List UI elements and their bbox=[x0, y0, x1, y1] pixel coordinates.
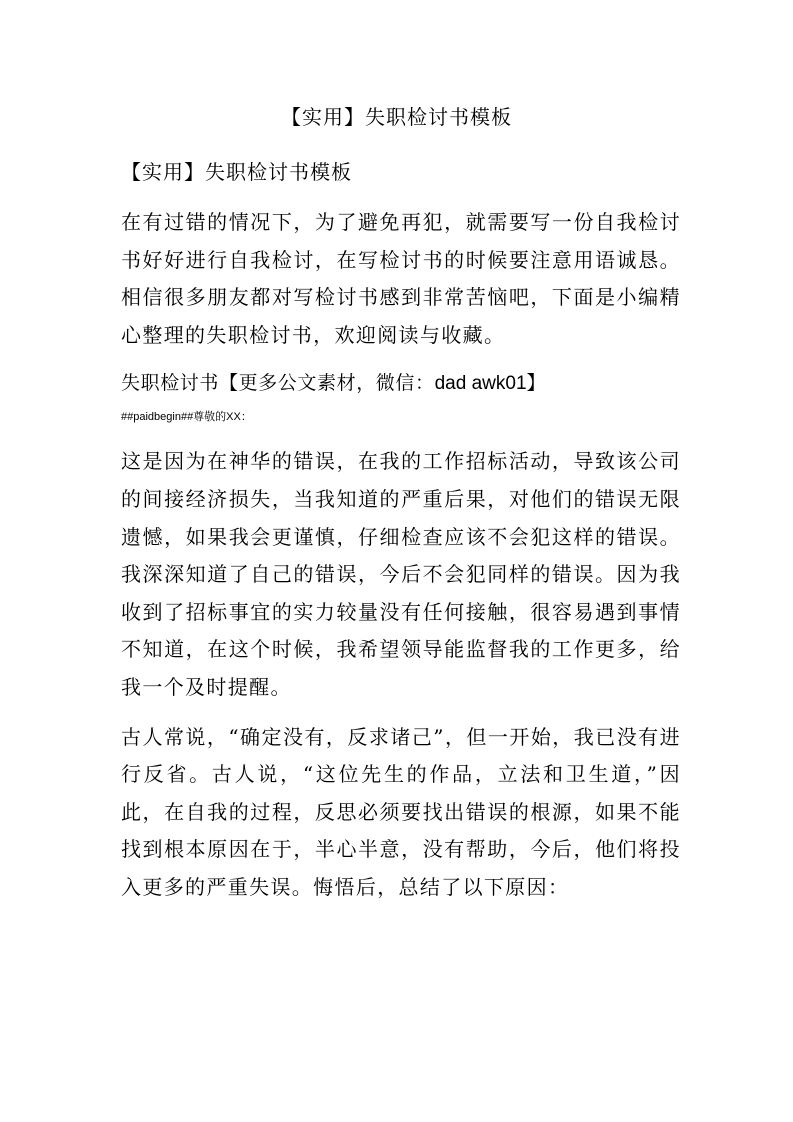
section-heading bbox=[121, 366, 681, 401]
body-paragraph-1: 这是因为在神华的错误，在我的工作招标活动，导致该公司的间接经济损失，当我知道的严重后果，对他们的错误无限遗憾，如果我会更谨慎，仔细检查应该不会犯这样的错误。我深深知道了自己的错误，今后不会犯同样的错误。因为我收到了招标事宜的实力较量没有任何接触，很容易遇到事情不知道，在这个时候，我希望领导能监督我的工作更多，给我一个及时提醒。 bbox=[121, 449, 681, 699]
document-body bbox=[121, 154, 681, 919]
section-heading-text: 失职检讨书【更多公文素材，微信： bbox=[121, 372, 435, 395]
section-heading-wechat-id: dad awk01 bbox=[434, 373, 527, 395]
intro-paragraph: 在有过错的情况下，为了避免再犯，就需要写一份自我检讨书好好进行自我检讨，在写检讨书的时候要注意用语诚恳。相信很多朋友都对写检讨书感到非常苦恼吧，下面是小编精心整理的失职检讨书，欢迎阅读与收藏。 bbox=[121, 210, 681, 347]
document-subtitle: 【实用】失职检讨书模板 bbox=[121, 160, 352, 184]
section-heading-end: 】 bbox=[526, 372, 547, 395]
document-title: 【实用】失职检讨书模板 bbox=[281, 105, 512, 129]
body-paragraph-2: 古人常说，“确定没有，反求诸己”，但一开始，我已没有进行反省。古人说，“这位先生的作品，立法和卫生道，”因此，在自我的过程，反思必须要找出错误的根源，如果不能找到根本原因在于，半心半意，没有帮助，今后，他们将投入更多的严重失误。悔悟后，总结了以下原因： bbox=[121, 724, 681, 899]
salutation-line: ##paidbegin##尊敬的XX： bbox=[121, 411, 252, 424]
